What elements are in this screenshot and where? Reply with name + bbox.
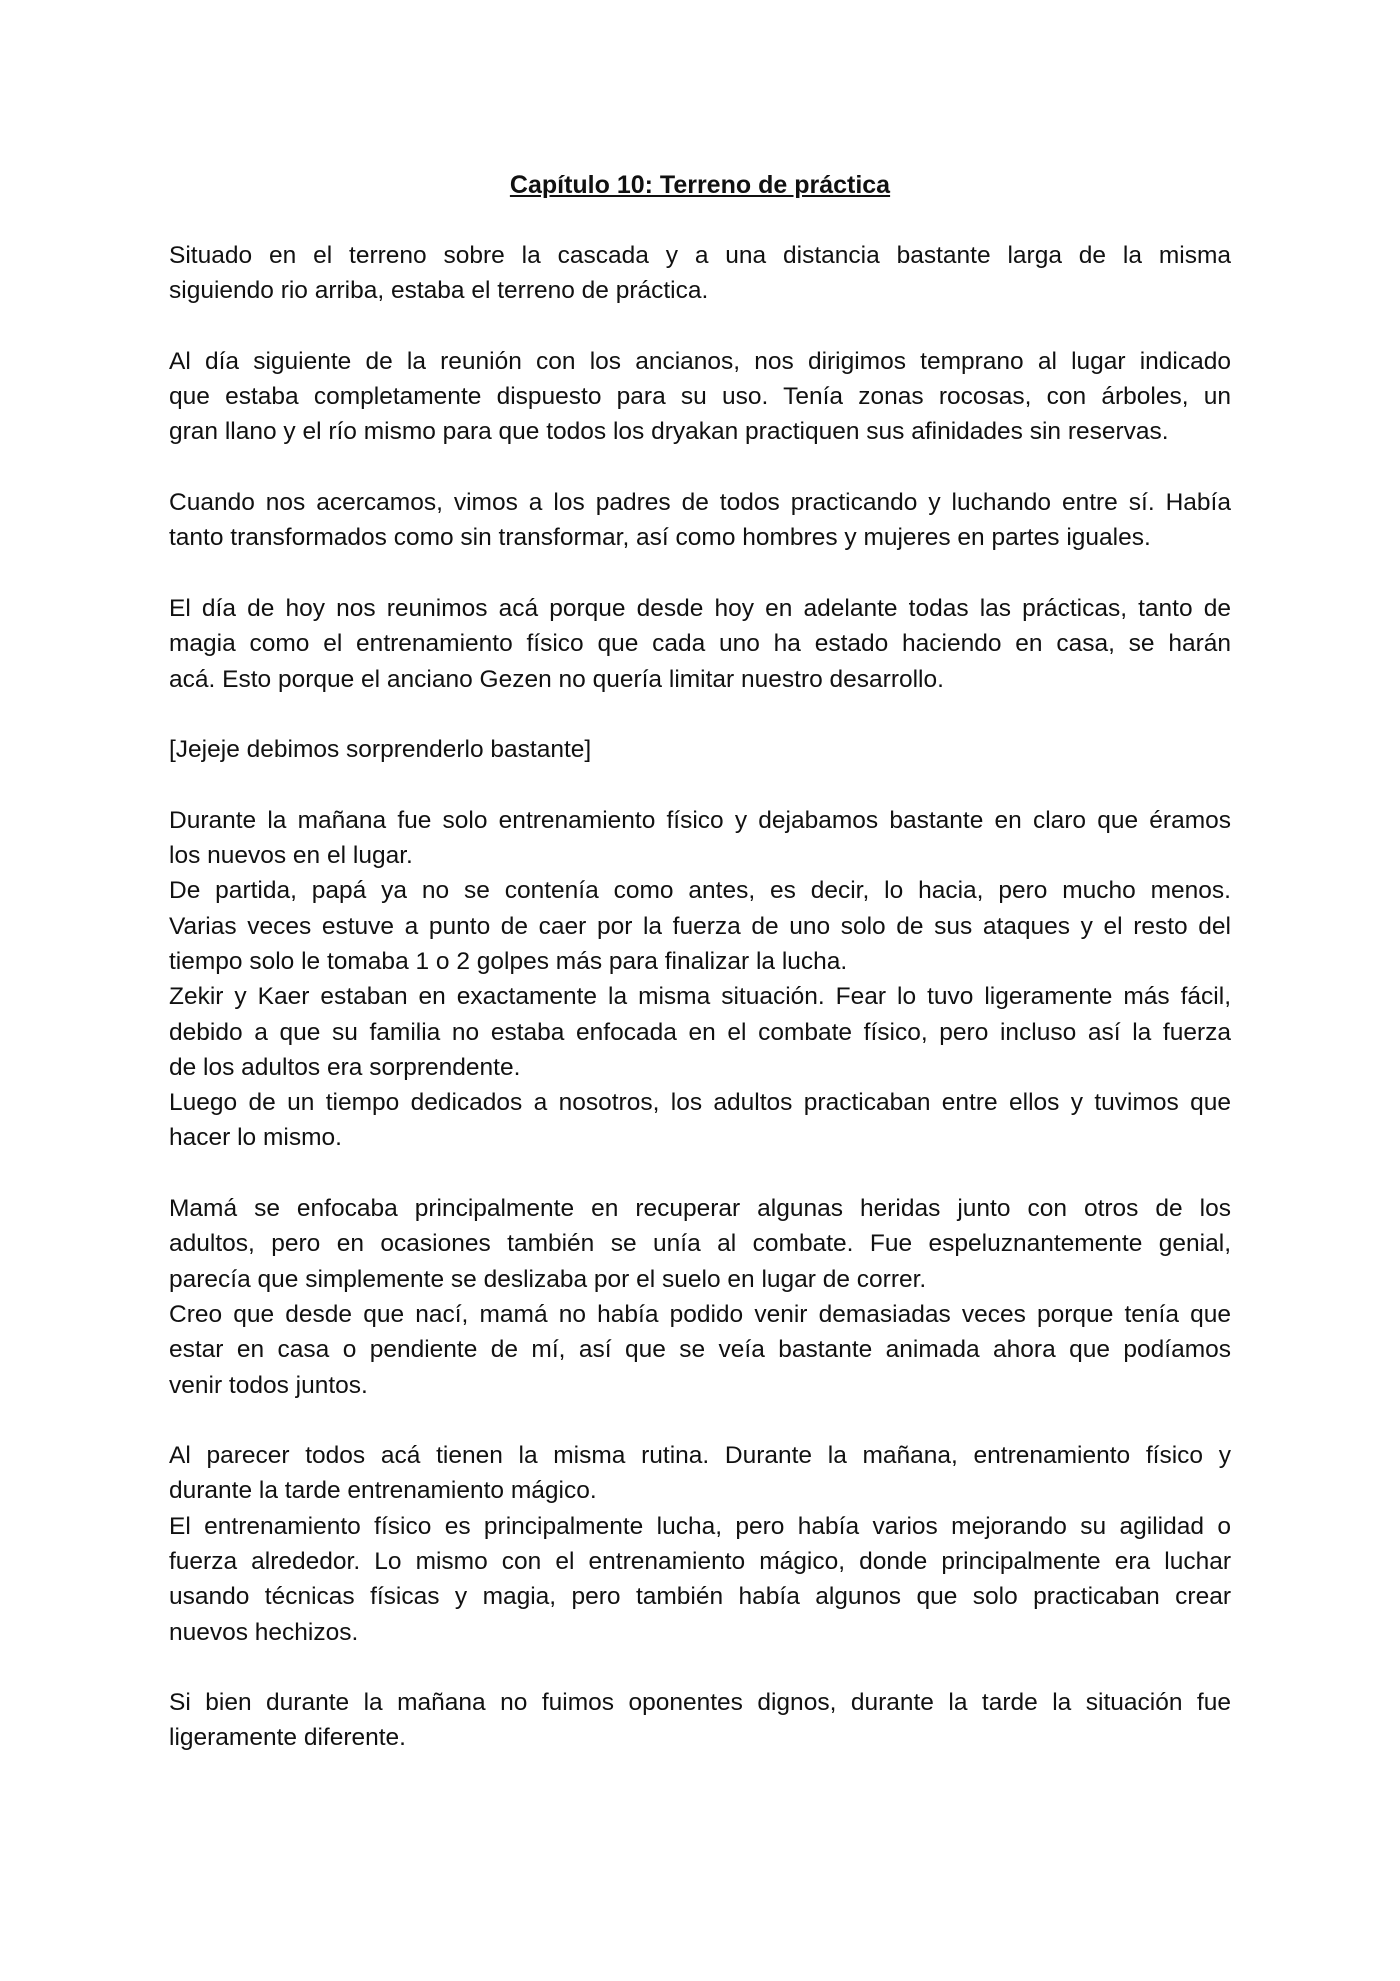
text-line: estar en casa o pendiente de mí, así que se veía bastante animada ahora que podíamos [169, 1336, 1231, 1364]
text-line: venir todos juntos. [169, 1371, 368, 1399]
text-line: nuevos hechizos. [169, 1618, 359, 1646]
text-line: debido a que su familia no estaba enfocada en el combate físico, pero incluso así la fuerza [169, 1018, 1231, 1046]
text-line: Al día siguiente de la reunión con los ancianos, nos dirigimos temprano al lugar indicado [169, 347, 1231, 375]
paragraph [169, 732, 1231, 767]
text-line: los nuevos en el lugar. [169, 842, 413, 870]
paragraph [169, 344, 1231, 450]
text-line: Mamá se enfocaba principalmente en recuperar algunas heridas junto con otros de los [169, 1195, 1231, 1223]
text-line: Si bien durante la mañana no fuimos oponentes dignos, durante la tarde la situación fue [169, 1689, 1231, 1717]
text-line: El día de hoy nos reunimos acá porque desde hoy en adelante todas las prácticas, tanto de [169, 594, 1231, 622]
text-line: usando técnicas físicas y magia, pero también había algunos que solo practicaban crear [169, 1583, 1231, 1611]
text-line: tanto transformados como sin transformar, así como hombres y mujeres en partes iguales. [169, 524, 1151, 552]
text-line: [Jejeje debimos sorprenderlo bastante] [169, 736, 592, 764]
text-line: durante la tarde entrenamiento mágico. [169, 1477, 597, 1505]
paragraph [169, 1438, 1231, 1650]
text-line: fuerza alrededor. Lo mismo con el entrenamiento mágico, donde principalmente era luchar [169, 1547, 1231, 1575]
text-line: siguiendo rio arriba, estaba el terreno de práctica. [169, 277, 709, 305]
text-line: tiempo solo le tomaba 1 o 2 golpes más para finalizar la lucha. [169, 947, 848, 975]
text-line: ligeramente diferente. [169, 1724, 406, 1752]
paragraph [169, 1191, 1231, 1403]
text-line: que estaba completamente dispuesto para su uso. Tenía zonas rocosas, con árboles, un [169, 383, 1231, 411]
text-line: parecía que simplemente se deslizaba por el suelo en lugar de correr. [169, 1265, 927, 1293]
text-line: acá. Esto porque el anciano Gezen no quería limitar nuestro desarrollo. [169, 665, 944, 693]
text-line: Al parecer todos acá tienen la misma rutina. Durante la mañana, entrenamiento físico y [169, 1442, 1231, 1470]
paragraph [169, 238, 1231, 309]
text-line: magia como el entrenamiento físico que cada uno ha estado haciendo en casa, se harán [169, 630, 1231, 658]
text-line: adultos, pero en ocasiones también se unía al combate. Fue espeluznantemente genial, [169, 1230, 1231, 1258]
document-page [169, 168, 1231, 1791]
chapter-title: Capítulo 10: Terreno de práctica [509, 171, 891, 199]
text-line: Cuando nos acercamos, vimos a los padres de todos practicando y luchando entre sí. Había [169, 489, 1231, 517]
paragraph [169, 803, 1231, 1156]
text-line: Varias veces estuve a punto de caer por la fuerza de uno solo de sus ataques y el resto del [169, 912, 1231, 940]
paragraph [169, 591, 1231, 697]
text-line: El entrenamiento físico es principalmente lucha, pero había varios mejorando su agilidad o [169, 1512, 1231, 1540]
text-line: de los adultos era sorprendente. [169, 1053, 521, 1081]
text-line: Creo que desde que nací, mamá no había podido venir demasiadas veces porque tenía que [169, 1300, 1231, 1328]
text-line: gran llano y el río mismo para que todos los dryakan practiquen sus afinidades sin reservas. [169, 418, 1169, 446]
text-line: De partida, papá ya no se contenía como antes, es decir, lo hacia, pero mucho menos. [169, 877, 1231, 905]
text-line: Zekir y Kaer estaban en exactamente la misma situación. Fear lo tuvo ligeramente más fácil, [169, 983, 1231, 1011]
paragraph [169, 1685, 1231, 1756]
paragraph [169, 485, 1231, 556]
paragraph-container [169, 238, 1231, 1756]
text-line: Situado en el terreno sobre la cascada y a una distancia bastante larga de la misma [169, 242, 1231, 269]
text-line: hacer lo mismo. [169, 1124, 342, 1152]
text-line: Luego de un tiempo dedicados a nosotros, los adultos practicaban entre ellos y tuvimos que [169, 1089, 1231, 1117]
text-line: Durante la mañana fue solo entrenamiento físico y dejabamos bastante en claro que éramos [169, 806, 1231, 834]
